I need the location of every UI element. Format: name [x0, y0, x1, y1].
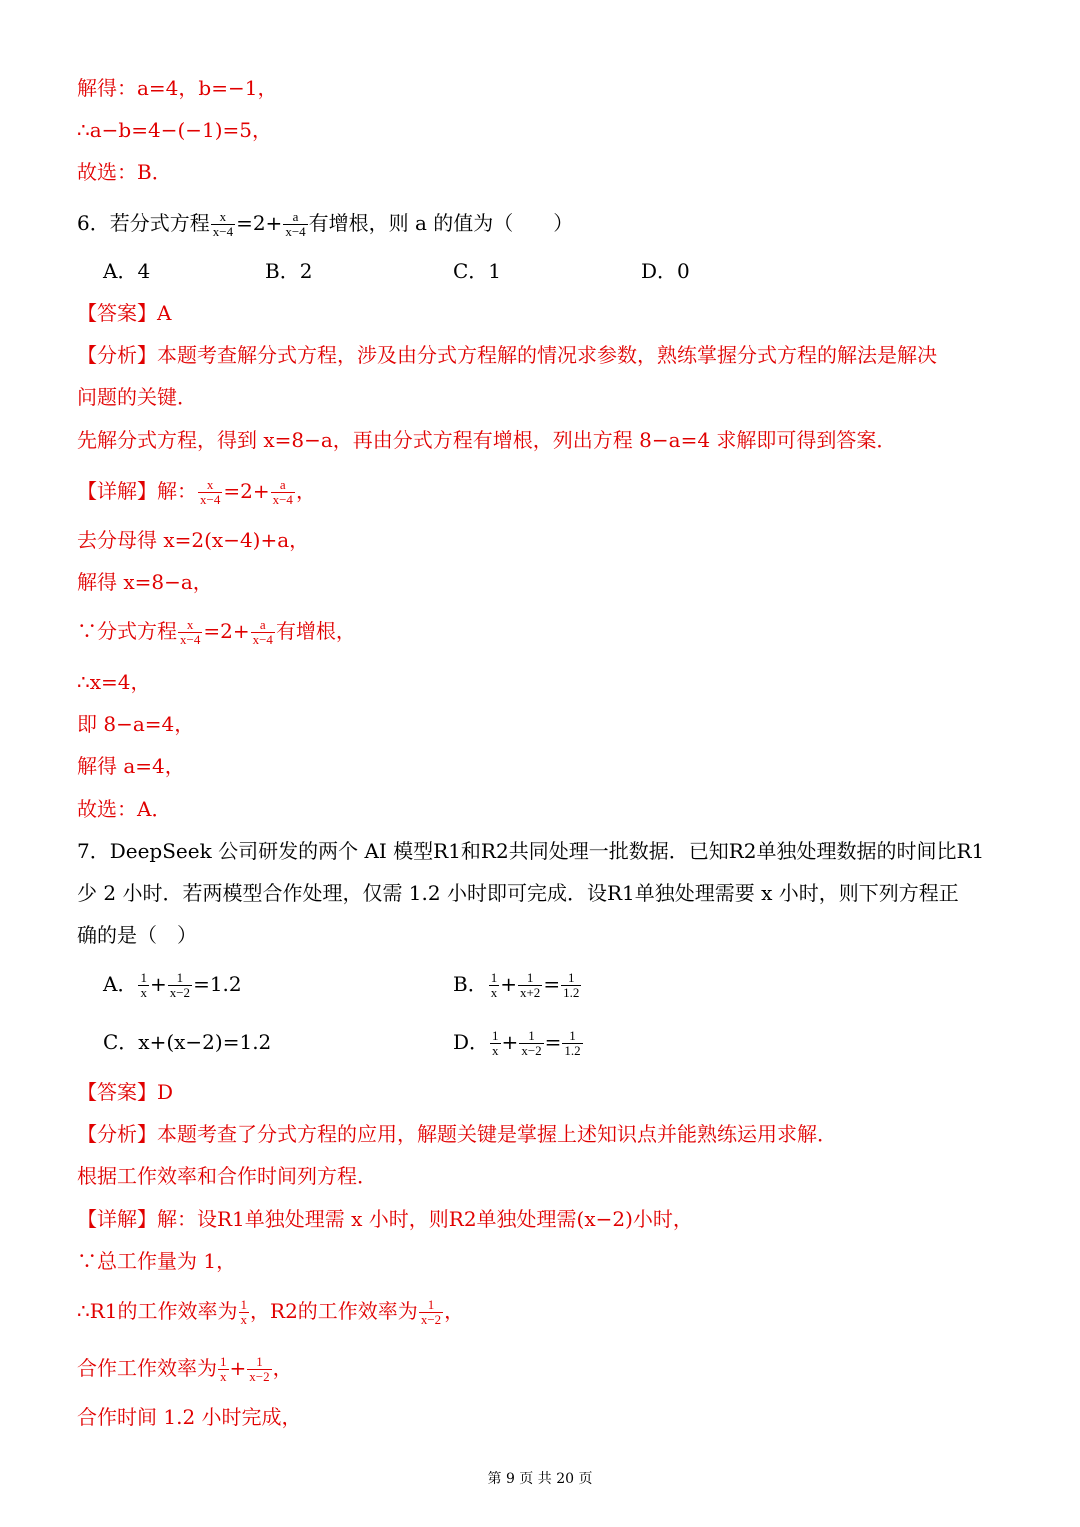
q6-answer: 【答案】A [77, 301, 172, 325]
fraction: $\frac{a}{x-4}$ [285, 209, 306, 239]
prev-solution-line-2: ∴a−b=4−(−1)=5， [77, 118, 273, 142]
fraction: $\frac{1}{1.2}$ [564, 1028, 581, 1058]
q6-analysis-2: 问题的关键． [77, 385, 197, 409]
fraction: $\frac{1}{x-2}$ [169, 970, 191, 1000]
q6-option-d: D．0 [641, 259, 690, 283]
q6-detail-1: 【详解】解： $\frac{x}{x-4}$ =2+ $\frac{a}{x-4}$ ， [77, 477, 316, 507]
q6-detail-4: ∵分式方程 $\frac{x}{x-4}$ =2+ $\frac{a}{x-4}$ 有增根， [77, 617, 356, 647]
q6-analysis-1: 【分析】本题考查解分式方程，涉及由分式方程解的情况求参数，熟练掌握分式方程的解法是解决 [77, 343, 937, 367]
q7-stem-2: 少 2 小时．若两模型合作处理，仅需 1.2 小时即可完成．设R1单独处理需要 x 小时，则下列方程正 [77, 881, 959, 905]
q7-detail-5: 合作时间 1.2 小时完成， [77, 1405, 302, 1429]
q7-detail-3: ∴R1的工作效率为 $\frac{1}{x}$ ，R2的工作效率为 $\frac{1}{x-2}$ ， [77, 1297, 465, 1327]
fraction: $\frac{1}{x}$ [492, 1028, 499, 1058]
q6-detail-7: 解得 a=4， [77, 754, 185, 778]
fraction: $\frac{1}{x-2}$ [249, 1354, 270, 1384]
prev-solution-line-1: 解得：a=4，b=−1， [77, 76, 278, 100]
q7-option-c: C．x+(x−2)=1.2 [103, 1030, 272, 1054]
q7-option-b: B． $\frac{1}{x}$ + $\frac{1}{x+2}$ = $\frac{1}{1.2}$ [453, 970, 580, 1000]
q7-stem-3: 确的是（ ） [77, 923, 197, 947]
q7-detail-2: ∵总工作量为 1， [77, 1249, 237, 1273]
q6-detail-3: 解得 x=8−a， [77, 570, 213, 594]
q6-stem: 6．若分式方程 $\frac{x}{x-4}$ =2+ $\frac{a}{x-4}$ 有增根，则 a 的值为（ ） [77, 209, 574, 239]
q6-detail-5: ∴x=4， [77, 670, 151, 694]
fraction: $\frac{1}{x}$ [490, 970, 498, 1000]
fraction: $\frac{x}{x-4}$ [200, 477, 221, 507]
page-footer: 第 9 页 共 20 页 [487, 1471, 593, 1487]
q7-option-a: A． $\frac{1}{x}$ + $\frac{1}{x-2}$ =1.2 [103, 970, 242, 1000]
fraction: $\frac{1}{x}$ [140, 970, 147, 1000]
q7-stem-1: 7．DeepSeek 公司研发的两个 AI 模型R1和R2共同处理一批数据．已知R2单独处理数据的时间比R1 [77, 839, 985, 863]
fraction: $\frac{1}{1.2}$ [563, 970, 580, 1000]
q6-detail-2: 去分母得 x=2(x−4)+a， [77, 528, 310, 552]
q7-answer: 【答案】D [77, 1080, 174, 1104]
fraction: $\frac{1}{x+2}$ [519, 970, 541, 1000]
fraction: $\frac{a}{x-4}$ [252, 617, 273, 647]
q6-option-c: C．1 [453, 259, 502, 283]
q6-option-a: A．4 [103, 259, 151, 283]
q6-detail-8: 故选：A． [77, 797, 172, 821]
q7-analysis-2: 根据工作效率和合作时间列方程． [77, 1164, 377, 1188]
fraction: $\frac{a}{x-4}$ [272, 477, 293, 507]
q7-analysis-1: 【分析】本题考查了分式方程的应用，解题关键是掌握上述知识点并能熟练运用求解． [77, 1122, 837, 1146]
fraction: $\frac{1}{x}$ [220, 1354, 227, 1384]
fraction: $\frac{x}{x-4}$ [212, 209, 234, 239]
q7-detail-1: 【详解】解：设R1单独处理需 x 小时，则R2单独处理需(x−2)小时， [77, 1207, 693, 1231]
q6-analysis-3: 先解分式方程，得到 x=8−a，再由分式方程有增根，列出方程 8−a=4 求解即可得到答案． [77, 428, 897, 452]
fraction: $\frac{x}{x-4}$ [180, 617, 201, 647]
fraction: $\frac{1}{x}$ [240, 1297, 248, 1327]
q7-detail-4: 合作工作效率为 $\frac{1}{x}$ + $\frac{1}{x-2}$ ， [77, 1354, 293, 1384]
prev-solution-line-3: 故选：B． [77, 160, 172, 184]
fraction: $\frac{1}{x-2}$ [420, 1297, 442, 1327]
fraction: $\frac{1}{x-2}$ [521, 1028, 542, 1058]
q6-detail-6: 即 8−a=4， [77, 712, 195, 736]
q7-option-d: D． $\frac{1}{x}$ + $\frac{1}{x-2}$ = $\frac{1}{1.2}$ [453, 1028, 581, 1058]
q6-option-b: B．2 [265, 259, 313, 283]
